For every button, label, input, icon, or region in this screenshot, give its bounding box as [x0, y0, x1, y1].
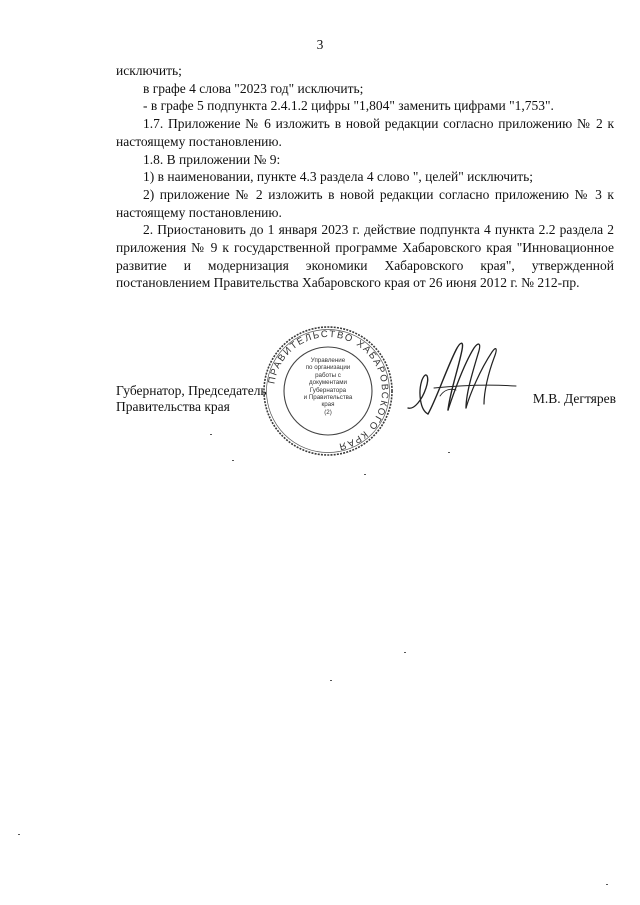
paragraph: 2. Приостановить до 1 января 2023 г. действие подпункта 4 пункта 2.2 раздела 2 приложения № 9 к государственной программе Хабаровского края "Инновационное развитие и модернизация экономики Хабаровского края", утвержденной постановлением Правительства Хабаровского края от 26 июня 2012 г. № 212-пр.	[116, 222, 614, 291]
handwritten-signature	[404, 330, 524, 430]
seal-line: по организации	[305, 364, 351, 372]
paragraph: исключить;	[116, 63, 182, 78]
seal-ring-text: ПРАВИТЕЛЬСТВО ХАБАРОВСКОГО КРАЯ	[266, 328, 391, 453]
scan-speck	[364, 474, 366, 475]
seal-line: Губернатора	[309, 386, 347, 394]
scan-speck	[606, 884, 608, 885]
paragraph: - в графе 5 подпункта 2.4.1.2 цифры "1,804" заменить цифрами "1,753".	[143, 98, 554, 114]
seal-line: Управление	[310, 357, 346, 364]
paragraph: 1) в наименовании, пункте 4.3 раздела 4 слово ", целей" исключить;	[143, 169, 534, 185]
scan-speck	[18, 834, 20, 835]
paragraph: в графе 4 слова "2023 год" исключить;	[143, 80, 364, 96]
signatory-position-line: Губернатор, Председатель	[116, 383, 267, 398]
document-body	[116, 62, 614, 292]
signatory-position-line: Правительства края	[116, 398, 230, 414]
scan-speck	[330, 680, 332, 681]
paragraph: 1.8. В приложении № 9:	[143, 151, 281, 167]
seal-line: и Правительства	[303, 394, 353, 402]
scan-speck	[210, 434, 212, 435]
paragraph: 2) приложение № 2 изложить в новой редакции согласно приложению № 3 к настоящему постановлению.	[116, 186, 614, 220]
scan-speck	[448, 452, 450, 453]
page-number: 3	[316, 37, 324, 52]
paragraph: 1.7. Приложение № 6 изложить в новой редакции согласно приложению № 2 к настоящему постановлению.	[116, 116, 614, 149]
signatory-position	[116, 383, 267, 414]
seal-line: работы с документами	[309, 371, 347, 387]
scan-speck	[404, 652, 406, 653]
seal-line: края	[321, 401, 335, 409]
seal-line: (2)	[324, 408, 332, 416]
official-seal	[262, 325, 394, 457]
seal-center-text	[302, 357, 354, 416]
scan-speck	[232, 460, 234, 461]
signatory-name: М.В. Дегтярев	[532, 391, 616, 406]
